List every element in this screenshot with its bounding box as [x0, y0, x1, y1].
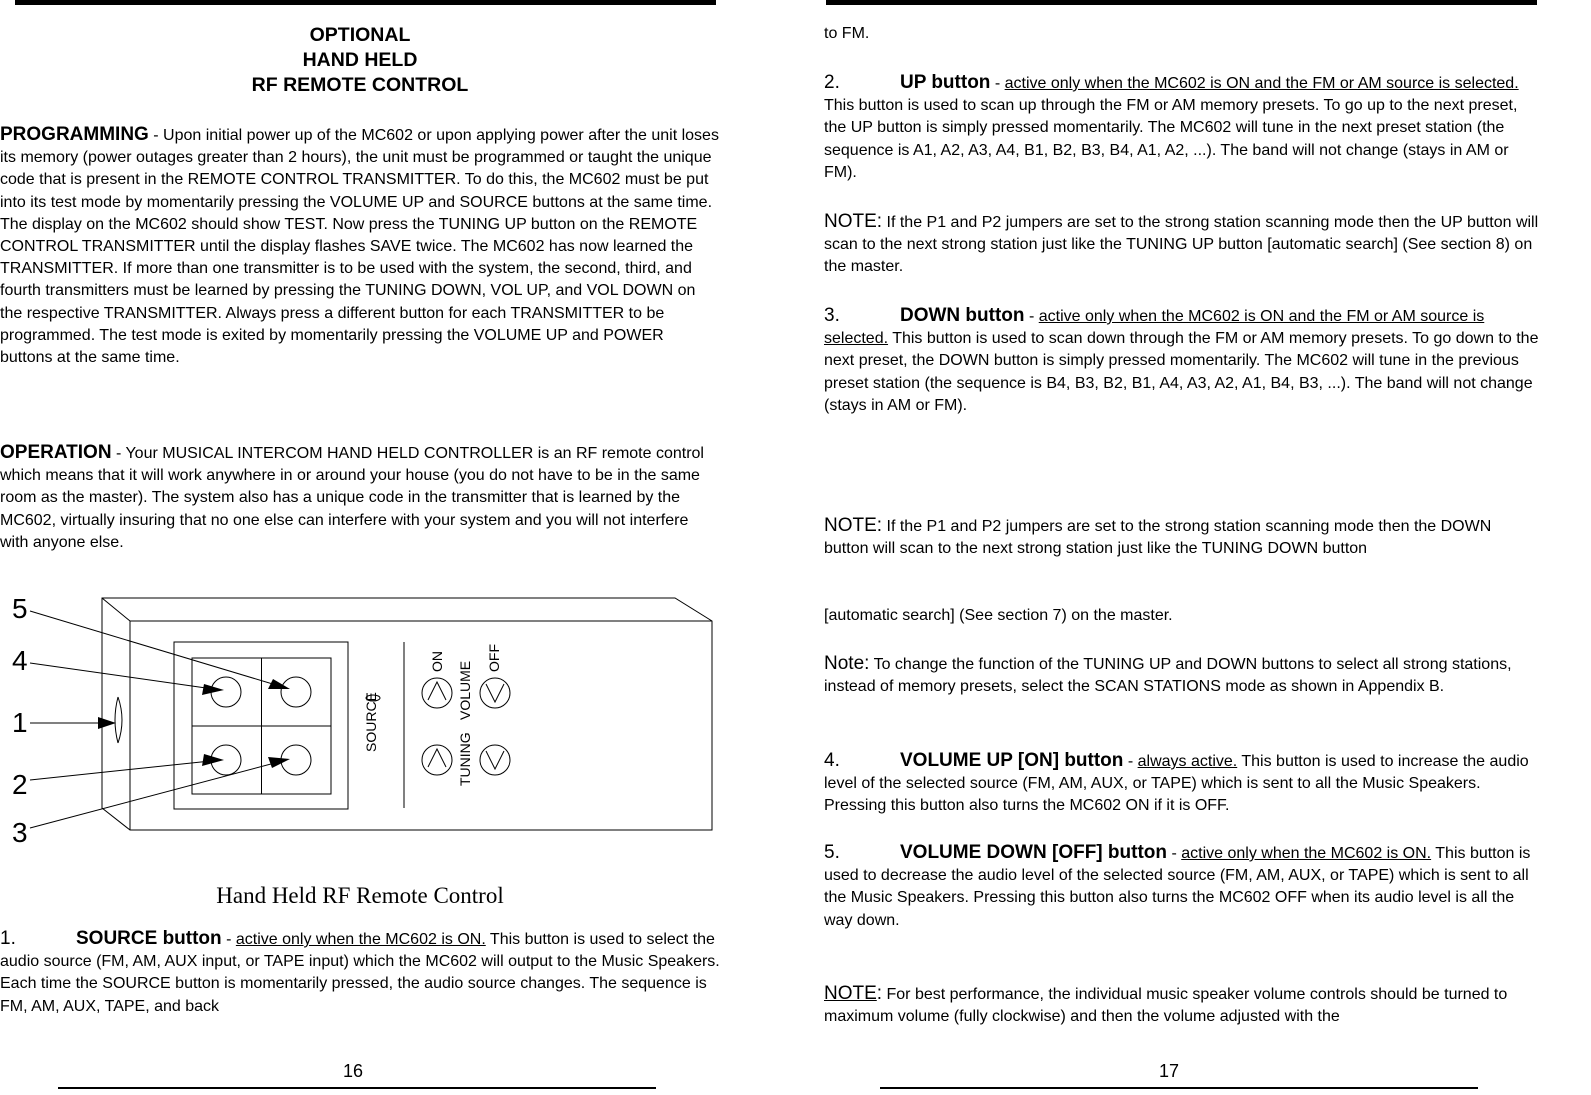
top-rule-left — [15, 0, 716, 5]
item-4-heading: VOLUME UP [ON] button — [900, 750, 1124, 771]
tuning-label: TUNING — [457, 732, 473, 786]
note-2-text: If the P1 and P2 jumpers are set to the strong station scanning mode then the DOWN button will scan to the next strong station just like the TUNING DOWN button — [824, 518, 1492, 558]
note-4-text: For best performance, the individual music speaker volume controls should be turned to maximum volume (fully clockwise) and then the volume adjusted with the — [824, 986, 1508, 1026]
figure-caption: Hand Held RF Remote Control — [216, 883, 504, 908]
item-5-heading: VOLUME DOWN [OFF] button — [900, 842, 1167, 863]
note-1-text: If the P1 and P2 jumpers are set to the strong station scanning mode then the UP button will scan to the next strong station just like the TUNING UP button [automatic search] (See section 8) on the master. — [824, 214, 1539, 276]
note-3-text: To change the function of the TUNING UP and DOWN buttons to select all strong stations, instead of memory presets, select the SCAN STATIONS mode as shown in Appendix B. — [824, 656, 1512, 696]
operation-text: - Your MUSICAL INTERCOM HAND HELD CONTROLLER is an RF remote control which means that it will work anywhere in or around your house (you do not have to be in the same room as the master). The system also has a unique code in the transmitter that is learned by the MC602, virtually insuring that no one else can interfere with your system and you will not interfere with anyone else. — [0, 445, 704, 551]
tuning-down-button — [480, 745, 510, 775]
title-line-1: OPTIONAL — [309, 24, 411, 46]
item-3-number: 3. — [824, 305, 840, 326]
item-5-dash: - — [1167, 845, 1182, 862]
item-3-dash: - — [1024, 308, 1039, 325]
title-line-3: RF REMOTE CONTROL — [251, 74, 469, 96]
item-5-paragraph — [824, 842, 1539, 932]
title-line-2: HAND HELD — [302, 49, 418, 71]
source-label: SOURCE — [363, 692, 379, 752]
operation-paragraph — [0, 442, 720, 554]
item-3-text: This button is used to scan down through the FM or AM memory presets. To go down to the next preset, the DOWN button is simply pressed momentarily. The MC602 will tune in the previous preset station (the sequence is B4, B3, B2, B1, A4, A3, A2, A1, B4, B3, ...). The band will not change (stays in AM or FM). — [824, 330, 1539, 414]
item-1-number: 1. — [0, 928, 16, 949]
top-rule-right — [826, 0, 1537, 5]
bottom-rule-left — [58, 1087, 656, 1089]
note-3-paragraph — [824, 653, 1539, 698]
note-3-label: Note: — [824, 653, 870, 674]
operation-heading: OPERATION — [0, 442, 112, 463]
item-3-paragraph — [824, 305, 1539, 417]
page-number-17: 17 — [1159, 1061, 1180, 1081]
keypad-button-top-right — [281, 677, 311, 707]
item-4-text: This button is used to increase the audio level of the selected source (FM, AM, AUX, or TAPE) which is sent to all the Music Speakers. Pressing this button also turns the MC602 ON if it is OFF. — [824, 753, 1529, 815]
item-1-dash: - — [221, 931, 236, 948]
continuation-text: to FM. — [824, 25, 870, 42]
keypad-button-top-left — [211, 677, 241, 707]
item-2-number: 2. — [824, 72, 840, 93]
note-2-label: NOTE: — [824, 515, 883, 536]
on-label: ON — [429, 651, 445, 672]
note-1-paragraph — [824, 211, 1539, 279]
volume-label: VOLUME — [457, 660, 473, 720]
callout-5: 5 — [12, 593, 28, 624]
remote-control-diagram — [0, 590, 720, 860]
note-4-paragraph — [824, 983, 1539, 1028]
off-label: OFF — [486, 644, 502, 672]
note-2-continuation: [automatic search] (See section 7) on the master. — [824, 607, 1173, 624]
item-2-heading: UP button — [900, 72, 991, 93]
item-5-condition: active only when the MC602 is ON. — [1181, 845, 1432, 862]
item-1-condition: active only when the MC602 is ON. — [235, 931, 486, 948]
item-4-dash: - — [1123, 753, 1138, 770]
item-1-text: This button is used to select the audio source (FM, AM, AUX input, or TAPE input) which the MC602 will output to the Music Speakers. Each time the SOURCE button is momentarily pressed, the audio source changes. The sequence is FM, AM, AUX, TAPE, and back — [0, 931, 720, 1015]
item-2-paragraph — [824, 72, 1539, 184]
callout-4: 4 — [12, 645, 28, 676]
remote-body-outline — [102, 598, 712, 830]
programming-paragraph — [0, 124, 720, 369]
item-3-heading: DOWN button — [900, 305, 1025, 326]
item-2-condition: active only when the MC602 is ON and the FM or AM source is selected. — [1004, 75, 1519, 92]
item-2-dash: - — [990, 75, 1005, 92]
item-5-number: 5. — [824, 842, 840, 863]
note-4-colon: : — [876, 983, 883, 1004]
item-4-paragraph — [824, 750, 1539, 818]
callout-1: 1 — [12, 707, 28, 738]
programming-heading: PROGRAMMING — [0, 124, 149, 145]
callout-3: 3 — [12, 817, 28, 848]
item-1-paragraph — [0, 928, 720, 1018]
note-2-paragraph — [824, 515, 1539, 560]
page-number-16: 16 — [343, 1061, 364, 1081]
callout-arrows — [30, 611, 290, 828]
item-3-condition: active only when the MC602 is ON and the FM or AM source is selected. — [824, 308, 1485, 348]
item-4-condition: always active. — [1137, 753, 1238, 770]
item-2-text: This button is used to scan up through the FM or AM memory presets. To go up to the next preset, the UP button is simply pressed momentarily. The MC602 will tune in the next preset station (the sequence is A1, A2, A3, A4, B1, B2, B3, B4, A1, A2, ...). The band will not change (stays in AM or FM). — [824, 97, 1518, 181]
item-5-text: This button is used to decrease the audio level of the selected source (FM, AM, AUX, or TAPE) which is sent to all the Music Speakers. Pressing this button also turns the MC602 OFF when its audio level is all the way down. — [824, 845, 1531, 929]
section-title — [0, 23, 720, 98]
callout-2: 2 — [12, 769, 28, 800]
note-1-label: NOTE: — [824, 211, 883, 232]
bottom-rule-right — [880, 1087, 1478, 1089]
note-4-label: NOTE — [824, 983, 877, 1004]
side-button — [115, 697, 118, 743]
item-1-heading: SOURCE button — [76, 928, 222, 949]
volume-down-button — [480, 678, 510, 708]
item-4-number: 4. — [824, 750, 840, 771]
programming-text: - Upon initial power up of the MC602 or upon applying power after the unit loses its memory (power outages greater than 2 hours), the unit must be programmed or taught the unique code that is present in the REMOTE CONTROL TRANSMITTER. To do this, the MC602 must be put into its test mode by momentarily pressing the VOLUME UP and SOURCE buttons at the same time. The display on the MC602 should show TEST. Now press the TUNING UP button on the REMOTE CONTROL TRANSMITTER until the display flashes SAVE twice. The MC602 has now learned the TRANSMITTER. If more than one transmitter is to be used with the system, the second, third, and fourth transmitters must be learned by pressing the TUNING DOWN, VOL UP, and VOL DOWN on the respective TRANSMITTER. Always press a different button for each TRANSMITTER to be programmed. The test mode is exited by momentarily pressing the VOLUME UP and POWER buttons at the same time. — [0, 127, 719, 367]
